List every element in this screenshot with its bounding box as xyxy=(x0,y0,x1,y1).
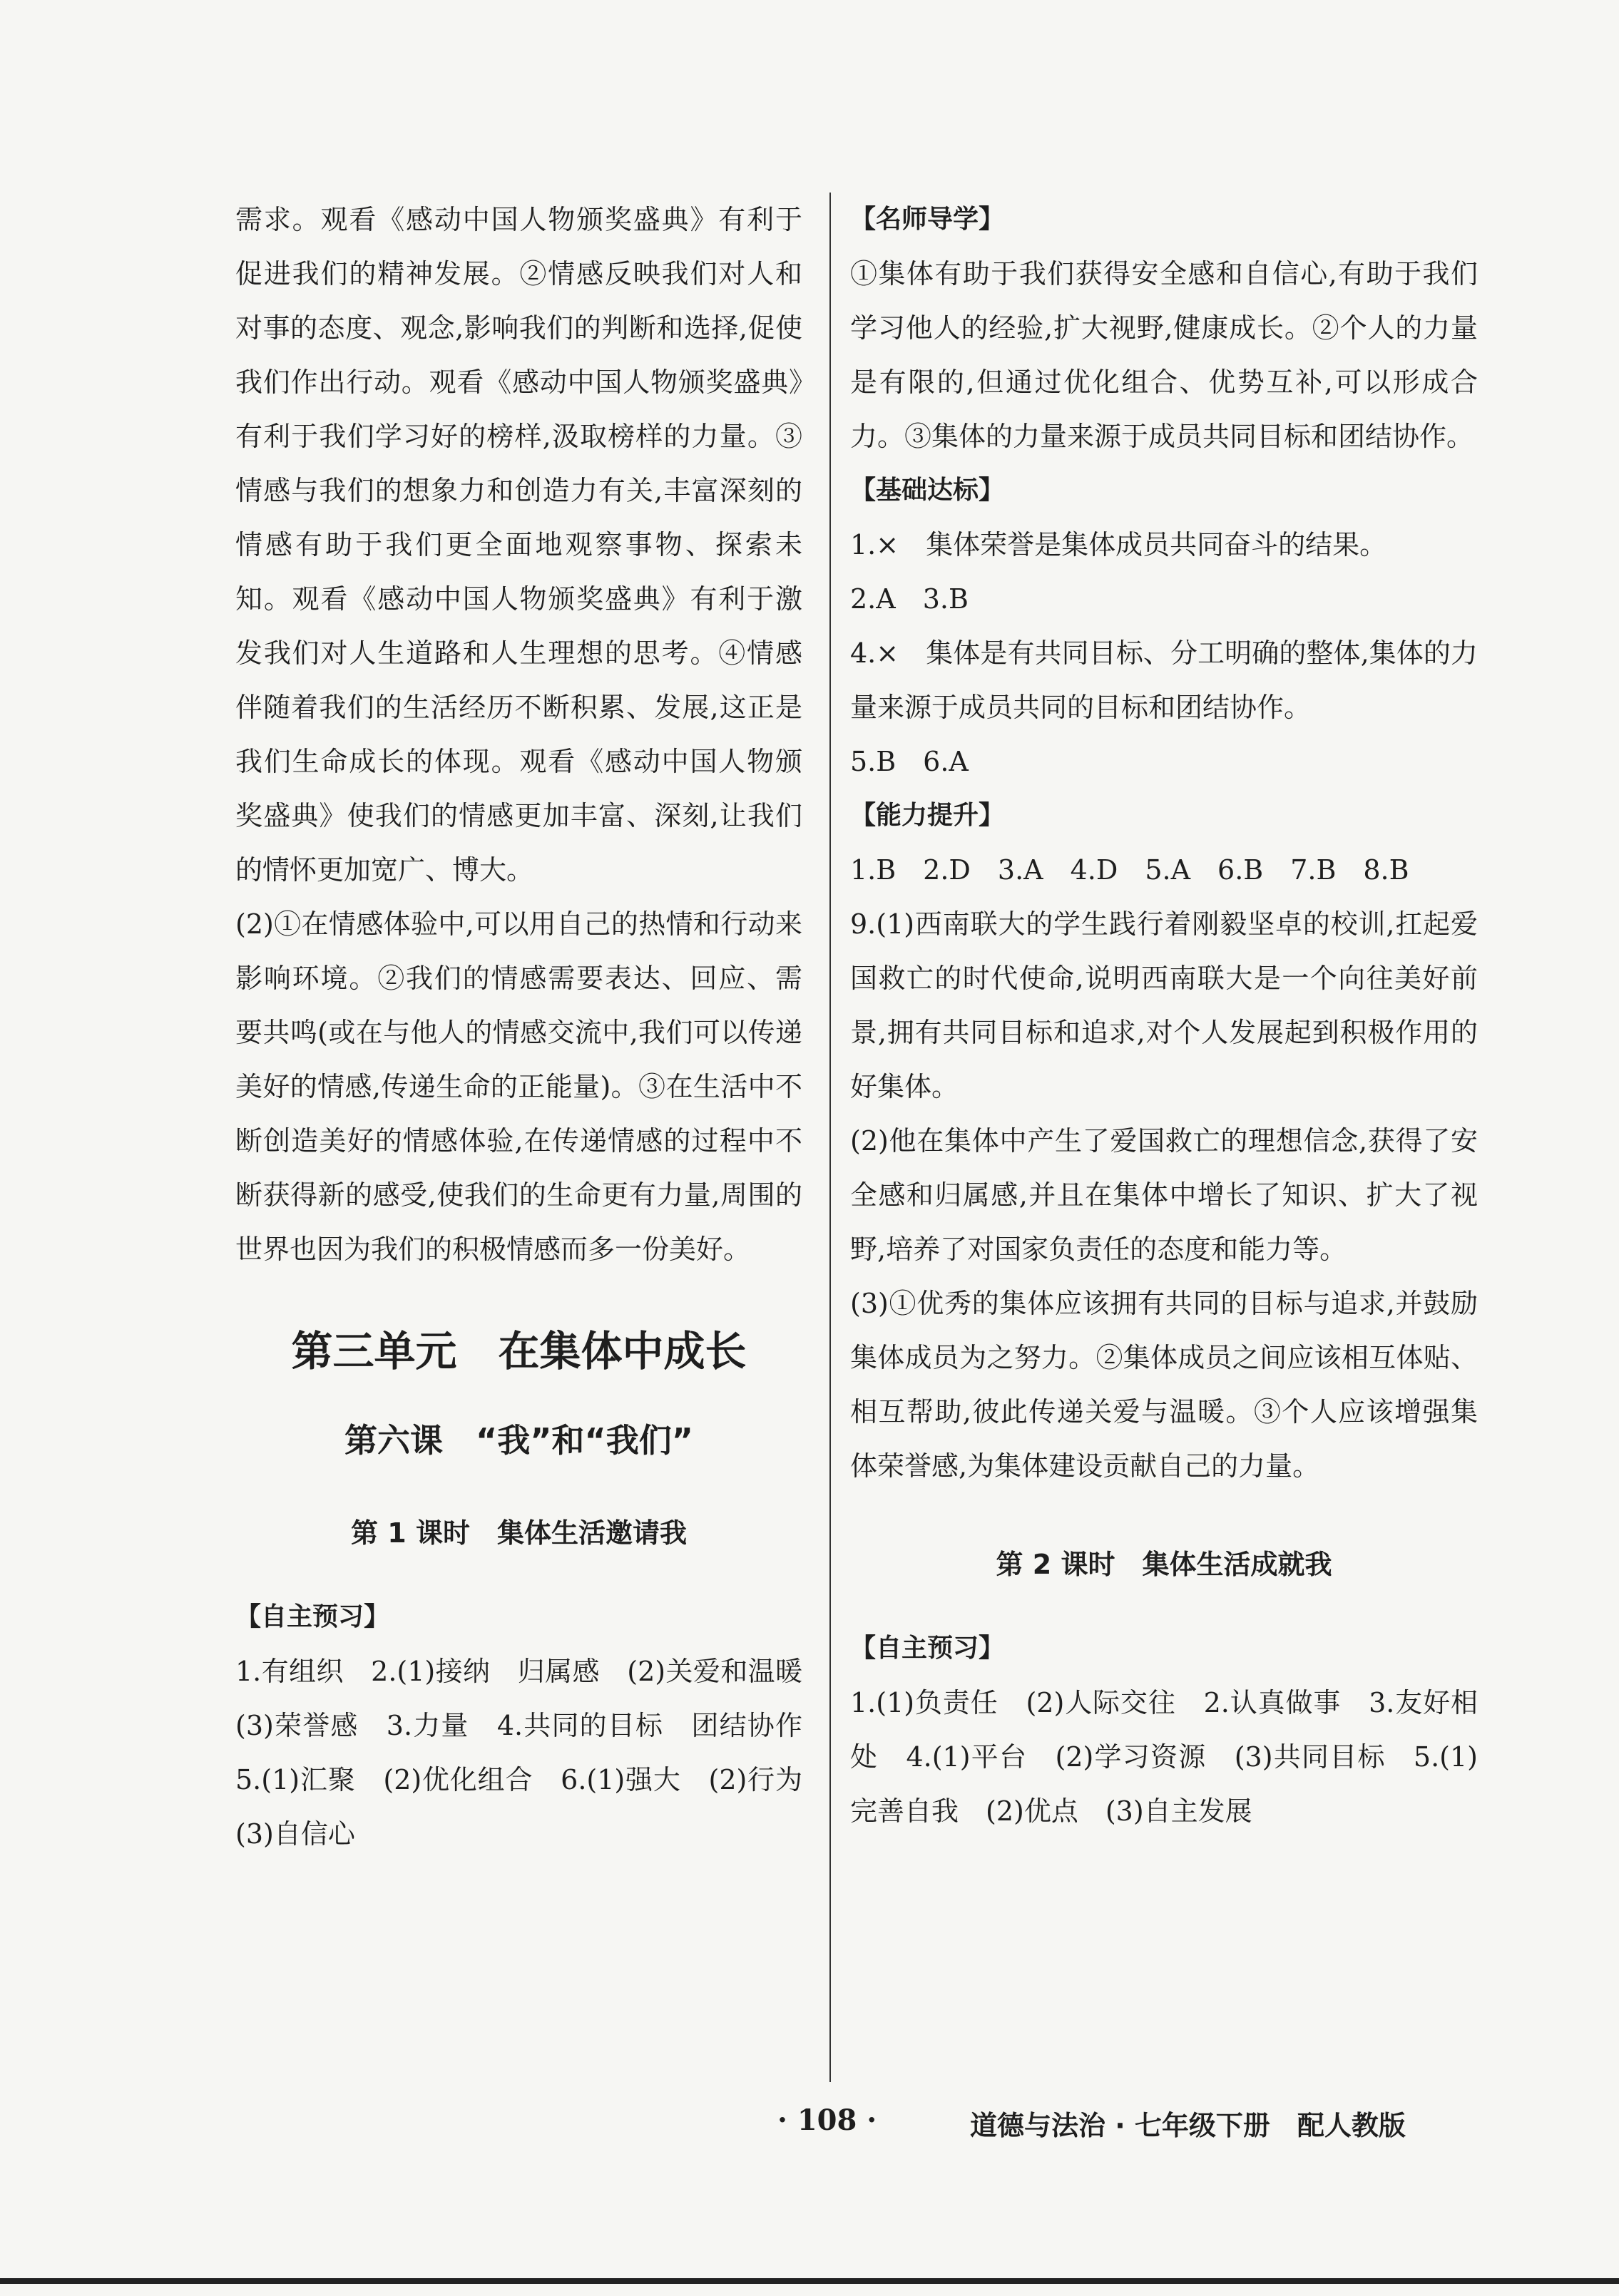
unit-title: 第三单元 在集体中成长 xyxy=(291,1327,747,1375)
section-tag: 【能力提升】 xyxy=(850,801,1005,830)
right-column xyxy=(850,193,1478,1838)
answer-line: 2.A 3.B xyxy=(850,583,969,615)
answer-paragraph: 需求。观看《感动中国人物颁奖盛典》有利于促进我们的精神发展。②情感反映我们对人和对事的态度、观念,影响我们的判断和选择,促使我们作出行动。观看《感动中国人物颁奖盛典》有利于我们学习好的榜样,汲取榜样的力量。③情感与我们的想象力和创造力有关,丰富深刻的情感有助于我们更全面地观察事物、探索未知。观看《感动中国人物颁奖盛典》有利于激发我们对人生道路和人生理想的思考。④情感伴随着我们的生活经历不断积累、发展,这正是我们生命成长的体现。观看《感动中国人物颁奖盛典》使我们的情感更加丰富、深刻,让我们的情怀更加宽广、博大。 xyxy=(235,204,802,886)
answer-paragraph: 1.(1)负责任 (2)人际交往 2.认真做事 3.友好相处 4.(1)平台 (2)学习资源 (3)共同目标 5.(1)完善自我 (2)优点 (3)自主发展 xyxy=(850,1687,1478,1827)
page-number: · 108 · xyxy=(777,2103,877,2137)
section-tag: 【自主预习】 xyxy=(850,1634,1005,1663)
period-title: 第 1 课时 集体生活邀请我 xyxy=(351,1517,687,1549)
section-tag: 【基础达标】 xyxy=(850,476,1005,505)
left-column xyxy=(235,193,830,1861)
column-divider xyxy=(829,193,831,2082)
bottom-rule xyxy=(0,2278,1619,2284)
period-title: 第 2 课时 集体生活成就我 xyxy=(996,1549,1332,1580)
answer-line: (3)①优秀的集体应该拥有共同的目标与追求,并鼓励集体成员为之努力。②集体成员之间应该相互体贴、相互帮助,彼此传递关爱与温暖。③个人应该增强集体荣誉感,为集体建设贡献自己的力量。 xyxy=(850,1288,1478,1482)
section-tag: 【名师导学】 xyxy=(850,205,1005,234)
lesson-title: 第六课 “我”和“我们” xyxy=(344,1421,693,1460)
answer-line: 4.× 集体是有共同目标、分工明确的整体,集体的力量来源于成员共同的目标和团结协作。 xyxy=(850,637,1478,723)
answer-paragraph: (2)①在情感体验中,可以用自己的热情和行动来影响环境。②我们的情感需要表达、回应、需要共鸣(或在与他人的情感交流中,我们可以传递美好的情感,传递生命的正能量)。③在生活中不断创造美好的情感体验,在传递情感的过程中不断获得新的感受,使我们的生命更有力量,周围的世界也因为我们的积极情感而多一份美好。 xyxy=(235,908,802,1265)
book-info: 道德与法治 · 七年级下册 配人教版 xyxy=(970,2110,1406,2141)
answer-line: 5.B 6.A xyxy=(850,746,969,777)
answer-line: 1.× 集体荣誉是集体成员共同奋斗的结果。 xyxy=(850,529,1387,560)
answer-line: 9.(1)西南联大的学生践行着刚毅坚卓的校训,扛起爱国救亡的时代使命,说明西南联大是一个向往美好前景,拥有共同目标和追求,对个人发展起到积极作用的好集体。 xyxy=(850,908,1478,1102)
section-tag: 【自主预习】 xyxy=(235,1602,390,1631)
answer-line: 1.B 2.D 3.A 4.D 5.A 6.B 7.B 8.B xyxy=(850,854,1409,886)
answer-line: (2)他在集体中产生了爱国救亡的理想信念,获得了安全感和归属感,并且在集体中增长了知识、扩大了视野,培养了对国家负责任的态度和能力等。 xyxy=(850,1125,1478,1265)
answer-paragraph: 1.有组织 2.(1)接纳 归属感 (2)关爱和温暖 (3)荣誉感 3.力量 4.共同的目标 团结协作 5.(1)汇聚 (2)优化组合 6.(1)强大 (2)行为 (3)自信心 xyxy=(235,1656,830,1850)
answer-paragraph: ①集体有助于我们获得安全感和自信心,有助于我们学习他人的经验,扩大视野,健康成长。②个人的力量是有限的,但通过优化组合、优势互补,可以形成合力。③集体的力量来源于成员共同目标和团结协作。 xyxy=(850,258,1478,452)
